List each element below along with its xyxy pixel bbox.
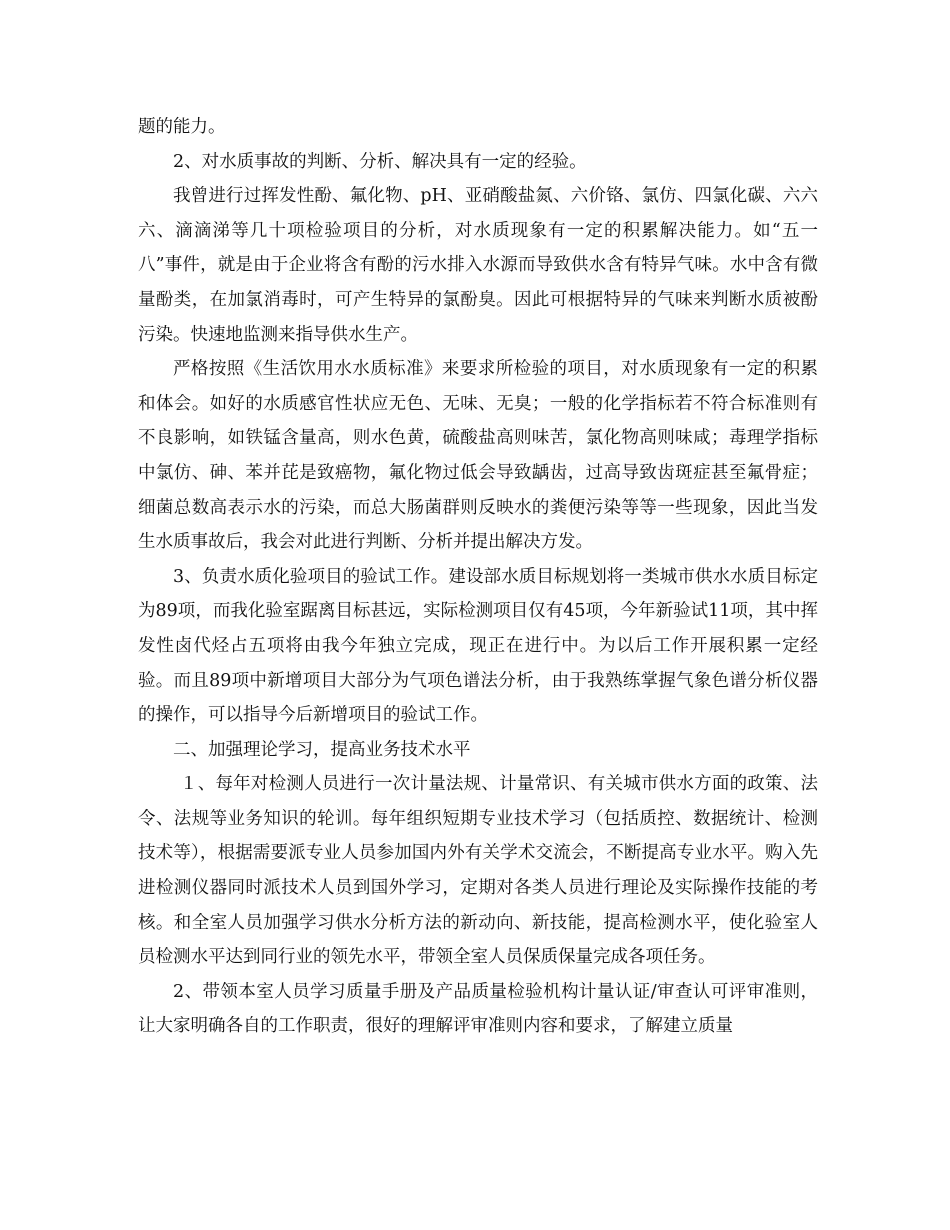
paragraph-2: 2、对水质事故的判断、分析、解决具有一定的经验。 <box>173 151 587 172</box>
paragraph-4: 严格按照《生活饮用水水质标准》来要求所检验的项目，对水质现象有一定的积累和体会。如好的水质感官性状应无色、无味、无臭；一般的化学指标若不符合标准则有不良影响，如铁锰含量高，则水色黄，硫酸盐高则味苦，氯化物高则味咸；毒理学指标中氯仿、砷、苯并芘是致癌物，氟化物过低会导致龋齿，过高导致齿斑症甚至氟骨症；细菌总数高表示水的污染，而总大肠菌群则反映水的粪便污染等等一些现象，因此当发生水质事故后，我会对此进行判断、分析并提出解决方发。 <box>138 359 818 553</box>
paragraph-7: 2、带领本室人员学习质量手册及产品质量检验机构计量认证/审查认可评审准则，让大家明确各自的工作职责，很好的理解评审准则内容和要求，了解建立质量 <box>138 981 818 1037</box>
paragraph-3: 我曾进行过挥发性酚、氟化物、pH、亚硝酸盐氮、六价铬、氯仿、四氯化碳、六六六、滴滴涕等几十项检验项目的分析，对水质现象有一定的积累解决能力。如“五一八”事件，就是由于企业将含有酚的污水排入水源而导致供水含有特异气味。水中含有微量酚类，在加氯消毒时，可产生特异的氯酚臭。因此可根据特异的气味来判断水质被酚污染。快速地监测来指导供水生产。 <box>138 186 818 345</box>
paragraph-6: １、每年对检测人员进行一次计量法规、计量常识、有关城市供水方面的政策、法令、法规等业务知识的轮训。每年组织短期专业技术学习（包括质控、数据统计、检测技术等），根据需要派专业人员参加国内外有关学术交流会，不断提高专业水平。购入先进检测仪器同时派技术人员到国外学习，定期对各类人员进行理论及实际操作技能的考核。和全室人员加强学习供水分析方法的新动向、新技能，提高检测水平，使化验室人员检测水平达到同行业的领先水平，带领全室人员保质保量完成各项任务。 <box>138 774 818 968</box>
section-heading: 二、加强理论学习，提高业务技术水平 <box>173 739 471 760</box>
paragraph-1: 题的能力。 <box>138 117 226 137</box>
paragraph-5: 3、负责水质化验项目的验试工作。建设部水质目标规划将一类城市供水水质目标定为89项，而我化验室踞离目标甚远，实际检测项目仅有45项，今年新验试11项，其中挥发性卤代烃占五项将由我今年独立完成，现正在进行中。为以后工作开展积累一定经验。而且89项中新增项目大部分为气项色谱法分析，由于我熟练掌握气象色谱分析仪器的操作，可以指导今后新增项目的验试工作。 <box>138 566 818 726</box>
document-body <box>138 110 818 1044</box>
